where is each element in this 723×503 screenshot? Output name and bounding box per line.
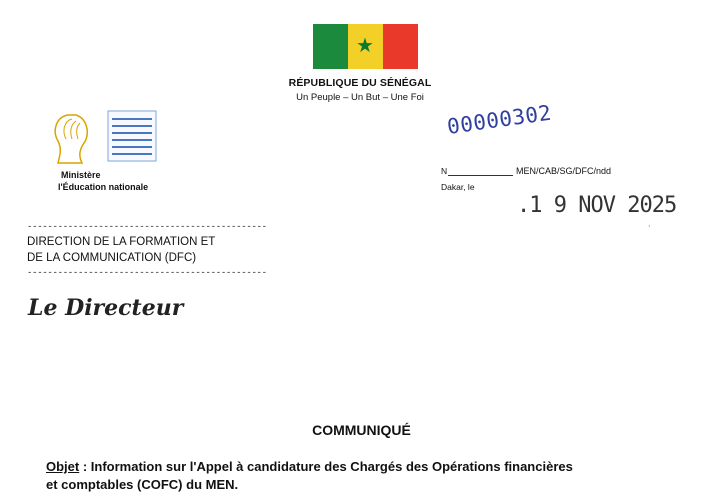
- reference-code: MEN/CAB/SG/DFC/ndd: [516, 166, 612, 176]
- reference-n-label: N: [441, 166, 448, 176]
- document-title: COMMUNIQUÉ: [312, 422, 411, 438]
- ministry-logo-icon: [48, 109, 158, 165]
- signature-title: Le Directeur: [28, 295, 184, 321]
- reference-underline: [448, 175, 513, 176]
- objet-line-1: [46, 459, 573, 474]
- republic-motto: Un Peuple – Un But – Une Foi: [296, 92, 424, 103]
- separator-bottom: -----------------------------------------------: [27, 268, 267, 278]
- ministry-name-line-1: Ministère: [61, 170, 101, 180]
- direction-line-2: DE LA COMMUNICATION (DFC): [27, 252, 197, 264]
- star-icon: ★: [356, 35, 374, 57]
- senegal-flag: [313, 24, 418, 69]
- objet-label: Objet: [46, 459, 80, 474]
- reference-place: Dakar, le: [441, 182, 475, 192]
- objet-text-1: : Information sur l'Appel à candidature des Chargés des Opérations financières: [79, 459, 573, 474]
- direction-line-1: DIRECTION DE LA FORMATION ET: [27, 236, 216, 248]
- republic-name: RÉPUBLIQUE DU SÉNÉGAL: [288, 77, 432, 89]
- objet-line-2: et comptables (COFC) du MEN.: [46, 477, 239, 492]
- flag-band-green: [313, 24, 348, 69]
- reference-stamp-number: 00000302: [445, 100, 554, 139]
- reference-stamp-date: .1 9 NOV 2025: [517, 193, 677, 218]
- stamp-mark: ,: [648, 218, 651, 228]
- ministry-name-line-2: l'Éducation nationale: [58, 182, 149, 192]
- flag-band-red: [383, 24, 418, 69]
- separator-top: -----------------------------------------------: [27, 222, 267, 232]
